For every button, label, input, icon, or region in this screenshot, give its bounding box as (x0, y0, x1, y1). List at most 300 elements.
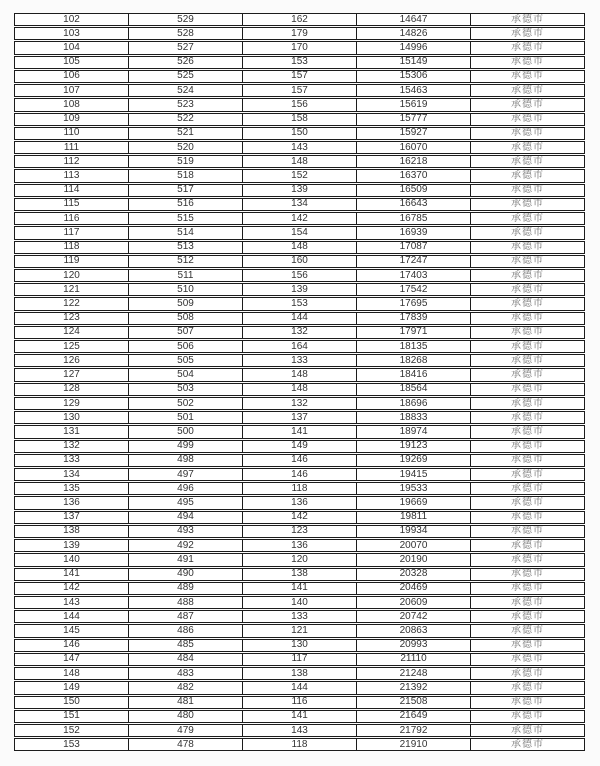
score-cell: 495 (128, 497, 242, 508)
rank-cell: 113 (63, 170, 80, 182)
cumulative-cell: 15619 (356, 99, 470, 110)
count-cell: 142 (242, 512, 356, 523)
table-row (14, 553, 585, 566)
cumulative-cell: 16643 (356, 199, 470, 210)
city-cell: 承德市 (470, 441, 584, 452)
rank-cell: 145 (63, 625, 80, 637)
count-cell: 160 (242, 256, 356, 267)
count-cell: 146 (242, 455, 356, 466)
table-row (14, 169, 585, 182)
cumulative-cell: 14826 (356, 28, 470, 39)
cumulative-cell: 18268 (356, 355, 470, 366)
rank-cell: 152 (63, 724, 80, 736)
table-row (14, 368, 585, 381)
rank-cell: 134 (63, 469, 80, 480)
cumulative-cell: 15149 (356, 57, 470, 68)
score-cell: 492 (128, 540, 242, 551)
table-row (14, 56, 585, 69)
score-cell: 508 (128, 313, 242, 324)
score-cell: 498 (128, 455, 242, 466)
cumulative-cell: 14647 (356, 14, 470, 25)
rank-cell: 133 (63, 454, 80, 466)
city-cell: 承德市 (470, 227, 584, 238)
score-cell: 500 (128, 426, 242, 437)
cumulative-cell: 20469 (356, 583, 470, 594)
count-cell: 149 (242, 441, 356, 452)
city-cell: 承德市 (470, 298, 584, 309)
city-cell: 承德市 (470, 313, 584, 324)
table-row (14, 269, 585, 282)
city-cell: 承德市 (470, 412, 584, 423)
rank-cell: 138 (63, 525, 80, 537)
count-cell: 144 (242, 313, 356, 324)
score-cell: 513 (128, 242, 242, 253)
count-cell: 118 (242, 483, 356, 494)
count-cell: 146 (242, 469, 356, 480)
score-cell: 511 (128, 270, 242, 281)
count-cell: 116 (242, 697, 356, 708)
cumulative-cell: 15777 (356, 114, 470, 125)
city-cell: 承德市 (470, 611, 584, 622)
table-row (14, 13, 585, 26)
count-cell: 142 (242, 213, 356, 224)
table-row (14, 440, 585, 453)
count-cell: 120 (242, 554, 356, 565)
cumulative-cell: 21248 (356, 668, 470, 679)
score-cell: 490 (128, 569, 242, 580)
rank-cell: 102 (63, 14, 80, 25)
rank-cell: 120 (63, 269, 80, 281)
rank-cell: 151 (63, 710, 80, 722)
table-row (14, 141, 585, 154)
city-cell: 承德市 (470, 355, 584, 366)
table-row (14, 539, 585, 552)
count-cell: 132 (242, 398, 356, 409)
city-cell: 承德市 (470, 170, 584, 181)
score-cell: 484 (128, 654, 242, 665)
city-cell: 承德市 (470, 85, 584, 96)
score-cell: 499 (128, 441, 242, 452)
score-cell: 525 (128, 71, 242, 82)
rank-cell: 143 (63, 596, 80, 608)
rank-cell: 150 (63, 696, 80, 708)
cumulative-cell: 19934 (356, 526, 470, 537)
rank-cell: 104 (63, 42, 80, 54)
count-cell: 152 (242, 170, 356, 181)
city-cell: 承德市 (470, 725, 584, 736)
cumulative-cell: 17839 (356, 313, 470, 324)
rank-cell: 107 (63, 85, 80, 96)
count-cell: 153 (242, 57, 356, 68)
cumulative-cell: 18833 (356, 412, 470, 423)
table-row (14, 155, 585, 168)
city-cell: 承德市 (470, 398, 584, 409)
city-cell: 承德市 (470, 668, 584, 679)
cumulative-cell: 18135 (356, 341, 470, 352)
count-cell: 157 (242, 85, 356, 96)
city-cell: 承德市 (470, 739, 584, 750)
score-cell: 524 (128, 85, 242, 96)
rank-cell: 131 (63, 426, 80, 437)
count-cell: 123 (242, 526, 356, 537)
score-cell: 481 (128, 697, 242, 708)
score-cell: 486 (128, 625, 242, 636)
rank-cell: 108 (63, 99, 80, 110)
rank-cell: 141 (63, 568, 80, 580)
city-cell: 承德市 (470, 284, 584, 295)
cumulative-cell: 21110 (356, 654, 470, 665)
cumulative-cell: 15927 (356, 128, 470, 139)
count-cell: 134 (242, 199, 356, 210)
score-cell: 504 (128, 369, 242, 380)
table-row (14, 411, 585, 424)
city-cell: 承德市 (470, 199, 584, 210)
city-cell: 承德市 (470, 14, 584, 25)
score-cell: 503 (128, 384, 242, 395)
rank-cell: 117 (63, 227, 80, 238)
rank-cell: 105 (63, 56, 80, 68)
cumulative-cell: 16218 (356, 156, 470, 167)
city-cell: 承德市 (470, 597, 584, 608)
score-cell: 510 (128, 284, 242, 295)
rank-cell: 126 (63, 355, 80, 366)
cumulative-cell: 21508 (356, 697, 470, 708)
score-cell: 506 (128, 341, 242, 352)
rank-cell: 124 (63, 326, 80, 338)
rank-cell: 123 (63, 312, 80, 324)
score-cell: 509 (128, 298, 242, 309)
table-row (14, 198, 585, 211)
score-cell: 494 (128, 512, 242, 523)
table-row (14, 425, 585, 438)
table-row (14, 582, 585, 595)
table-row (14, 525, 585, 538)
city-cell: 承德市 (470, 711, 584, 722)
rank-cell: 147 (63, 653, 80, 665)
rank-cell: 144 (63, 611, 80, 622)
score-cell: 520 (128, 142, 242, 153)
city-cell: 承德市 (470, 640, 584, 651)
rank-cell: 132 (63, 440, 80, 452)
rank-cell: 112 (63, 156, 80, 167)
score-cell: 496 (128, 483, 242, 494)
rank-cell: 148 (63, 668, 80, 679)
table-row (14, 639, 585, 652)
city-cell: 承德市 (470, 142, 584, 153)
score-cell: 522 (128, 114, 242, 125)
cumulative-cell: 15306 (356, 71, 470, 82)
score-cell: 497 (128, 469, 242, 480)
count-cell: 139 (242, 284, 356, 295)
count-cell: 154 (242, 227, 356, 238)
city-cell: 承德市 (470, 28, 584, 39)
rank-cell: 140 (63, 554, 80, 565)
table-row (14, 710, 585, 723)
score-cell: 483 (128, 668, 242, 679)
score-cell: 485 (128, 640, 242, 651)
city-cell: 承德市 (470, 242, 584, 253)
count-cell: 158 (242, 114, 356, 125)
cumulative-cell: 20190 (356, 554, 470, 565)
score-cell: 479 (128, 725, 242, 736)
cumulative-cell: 17403 (356, 270, 470, 281)
score-cell: 493 (128, 526, 242, 537)
table-row (14, 511, 585, 524)
cumulative-cell: 19533 (356, 483, 470, 494)
count-cell: 179 (242, 28, 356, 39)
city-cell: 承德市 (470, 213, 584, 224)
city-cell: 承德市 (470, 569, 584, 580)
city-cell: 承德市 (470, 483, 584, 494)
city-cell: 承德市 (470, 384, 584, 395)
city-cell: 承德市 (470, 128, 584, 139)
city-cell: 承德市 (470, 682, 584, 693)
table-row (14, 738, 585, 751)
cumulative-cell: 20609 (356, 597, 470, 608)
rank-cell: 103 (63, 28, 80, 39)
city-cell: 承德市 (470, 71, 584, 82)
count-cell: 138 (242, 569, 356, 580)
cumulative-cell: 20742 (356, 611, 470, 622)
table-row (14, 624, 585, 637)
cumulative-cell: 18696 (356, 398, 470, 409)
rank-cell: 115 (63, 198, 80, 210)
count-cell: 153 (242, 298, 356, 309)
city-cell: 承德市 (470, 654, 584, 665)
cumulative-cell: 19811 (356, 512, 470, 523)
count-cell: 117 (242, 654, 356, 665)
cumulative-cell: 20070 (356, 540, 470, 551)
score-cell: 488 (128, 597, 242, 608)
rank-cell: 109 (63, 113, 80, 125)
rank-cell: 118 (63, 241, 80, 253)
count-cell: 141 (242, 426, 356, 437)
table-row (14, 596, 585, 609)
count-cell: 132 (242, 327, 356, 338)
score-cell: 517 (128, 185, 242, 196)
table-row (14, 681, 585, 694)
rank-cell: 122 (63, 298, 80, 309)
table-row (14, 127, 585, 140)
cumulative-cell: 21392 (356, 682, 470, 693)
city-cell: 承德市 (470, 185, 584, 196)
city-cell: 承德市 (470, 42, 584, 53)
city-cell: 承德市 (470, 369, 584, 380)
cumulative-cell: 20328 (356, 569, 470, 580)
table-row (14, 226, 585, 239)
score-cell: 518 (128, 170, 242, 181)
cumulative-cell: 20863 (356, 625, 470, 636)
city-cell: 承德市 (470, 341, 584, 352)
table-row (14, 326, 585, 339)
table-row (14, 724, 585, 737)
city-cell: 承德市 (470, 156, 584, 167)
rank-cell: 130 (63, 412, 80, 423)
count-cell: 144 (242, 682, 356, 693)
table-row (14, 354, 585, 367)
score-cell: 526 (128, 57, 242, 68)
score-cell: 529 (128, 14, 242, 25)
table-row (14, 41, 585, 54)
table-row (14, 312, 585, 325)
table-row (14, 383, 585, 396)
rank-cell: 146 (63, 639, 80, 651)
cumulative-cell: 16070 (356, 142, 470, 153)
cumulative-cell: 16939 (356, 227, 470, 238)
table-row (14, 568, 585, 581)
score-cell: 480 (128, 711, 242, 722)
table-row (14, 340, 585, 353)
table-row (14, 397, 585, 410)
rank-cell: 114 (63, 184, 80, 196)
city-cell: 承德市 (470, 327, 584, 338)
score-cell: 489 (128, 583, 242, 594)
table-row (14, 297, 585, 310)
rank-cell: 137 (63, 511, 80, 523)
rank-cell: 125 (63, 341, 80, 352)
cumulative-cell: 17695 (356, 298, 470, 309)
score-cell: 521 (128, 128, 242, 139)
rank-cell: 153 (63, 739, 80, 750)
table-row (14, 610, 585, 623)
table-row (14, 653, 585, 666)
cumulative-cell: 19123 (356, 441, 470, 452)
count-cell: 170 (242, 42, 356, 53)
city-cell: 承德市 (470, 114, 584, 125)
table-row (14, 84, 585, 97)
city-cell: 承德市 (470, 625, 584, 636)
cumulative-cell: 21792 (356, 725, 470, 736)
rank-cell: 129 (63, 397, 80, 409)
city-cell: 承德市 (470, 540, 584, 551)
rank-cell: 110 (63, 127, 80, 139)
score-cell: 512 (128, 256, 242, 267)
rank-cell: 128 (63, 383, 80, 395)
score-cell: 502 (128, 398, 242, 409)
table-row (14, 696, 585, 709)
score-cell: 505 (128, 355, 242, 366)
table-row (14, 70, 585, 83)
table-row (14, 454, 585, 467)
count-cell: 141 (242, 583, 356, 594)
table-row (14, 255, 585, 268)
count-cell: 156 (242, 99, 356, 110)
count-cell: 136 (242, 540, 356, 551)
cumulative-cell: 18974 (356, 426, 470, 437)
table-row (14, 113, 585, 126)
count-cell: 133 (242, 355, 356, 366)
cumulative-cell: 15463 (356, 85, 470, 96)
score-cell: 528 (128, 28, 242, 39)
score-cell: 501 (128, 412, 242, 423)
table-row (14, 482, 585, 495)
city-cell: 承德市 (470, 469, 584, 480)
cumulative-cell: 21649 (356, 711, 470, 722)
city-cell: 承德市 (470, 497, 584, 508)
table-row (14, 98, 585, 111)
rank-cell: 142 (63, 582, 80, 594)
cumulative-cell: 14996 (356, 42, 470, 53)
score-cell: 527 (128, 42, 242, 53)
cumulative-cell: 17087 (356, 242, 470, 253)
table-row (14, 468, 585, 481)
score-cell: 478 (128, 739, 242, 750)
count-cell: 148 (242, 156, 356, 167)
cumulative-cell: 19669 (356, 497, 470, 508)
table-row (14, 283, 585, 296)
count-cell: 162 (242, 14, 356, 25)
count-cell: 137 (242, 412, 356, 423)
count-cell: 143 (242, 725, 356, 736)
score-cell: 514 (128, 227, 242, 238)
cumulative-cell: 20993 (356, 640, 470, 651)
rank-cell: 149 (63, 682, 80, 693)
count-cell: 138 (242, 668, 356, 679)
cumulative-cell: 17247 (356, 256, 470, 267)
cumulative-cell: 16509 (356, 185, 470, 196)
cumulative-cell: 19269 (356, 455, 470, 466)
table-row (14, 212, 585, 225)
table-row (14, 496, 585, 509)
count-cell: 141 (242, 711, 356, 722)
city-cell: 承德市 (470, 583, 584, 594)
count-cell: 139 (242, 185, 356, 196)
count-cell: 133 (242, 611, 356, 622)
rank-cell: 116 (63, 213, 80, 224)
city-cell: 承德市 (470, 99, 584, 110)
count-cell: 148 (242, 369, 356, 380)
city-cell: 承德市 (470, 455, 584, 466)
score-distribution-table (14, 13, 585, 751)
cumulative-cell: 19415 (356, 469, 470, 480)
score-cell: 482 (128, 682, 242, 693)
rank-cell: 127 (63, 369, 80, 381)
city-cell: 承德市 (470, 270, 584, 281)
cumulative-cell: 18564 (356, 384, 470, 395)
rank-cell: 136 (63, 497, 80, 509)
count-cell: 121 (242, 625, 356, 636)
count-cell: 148 (242, 242, 356, 253)
city-cell: 承德市 (470, 697, 584, 708)
score-cell: 523 (128, 99, 242, 110)
rank-cell: 135 (63, 483, 80, 494)
count-cell: 143 (242, 142, 356, 153)
count-cell: 157 (242, 71, 356, 82)
cumulative-cell: 18416 (356, 369, 470, 380)
score-cell: 487 (128, 611, 242, 622)
table-row (14, 667, 585, 680)
city-cell: 承德市 (470, 554, 584, 565)
count-cell: 150 (242, 128, 356, 139)
cumulative-cell: 16370 (356, 170, 470, 181)
count-cell: 136 (242, 497, 356, 508)
score-cell: 516 (128, 199, 242, 210)
rank-cell: 121 (63, 284, 80, 295)
score-cell: 519 (128, 156, 242, 167)
city-cell: 承德市 (470, 526, 584, 537)
count-cell: 130 (242, 640, 356, 651)
score-cell: 507 (128, 327, 242, 338)
rank-cell: 119 (63, 255, 80, 267)
city-cell: 承德市 (470, 256, 584, 267)
rank-cell: 139 (63, 540, 80, 551)
table-row (14, 184, 585, 197)
table-row (14, 241, 585, 254)
city-cell: 承德市 (470, 426, 584, 437)
count-cell: 118 (242, 739, 356, 750)
cumulative-cell: 17971 (356, 327, 470, 338)
count-cell: 164 (242, 341, 356, 352)
